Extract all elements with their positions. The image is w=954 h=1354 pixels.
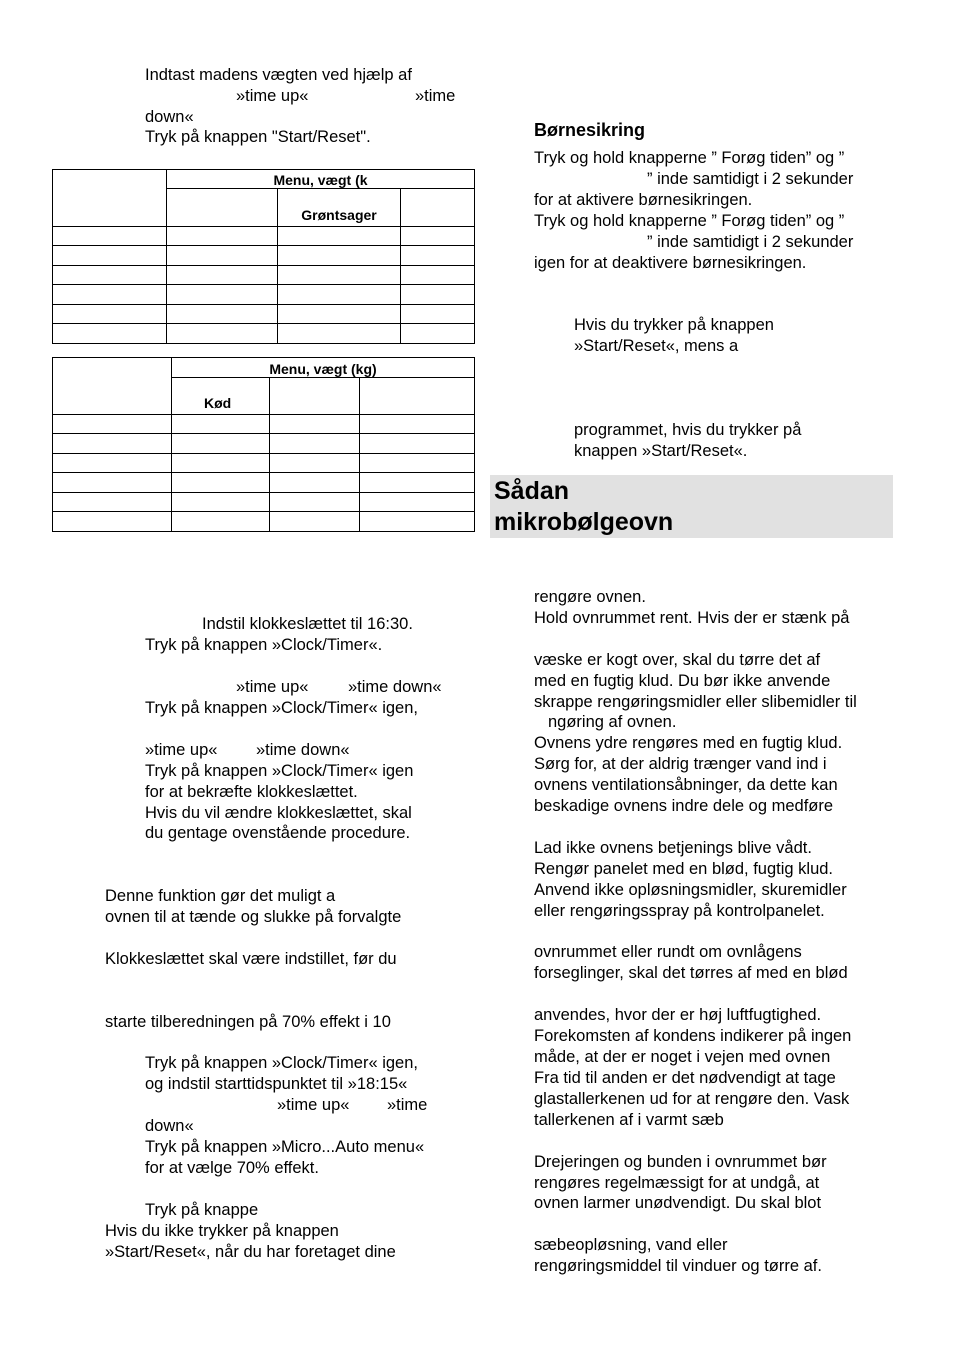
text-line: Tryk på knappen »Clock/Timer« igen,	[145, 1054, 418, 1072]
text-line: ” inde samtidigt i 2 sekunder	[647, 233, 854, 251]
table-row	[53, 473, 475, 493]
text-line: Tryk på knappen »Micro...Auto menu«	[145, 1138, 425, 1156]
text-line: Fra tid til anden er det nødvendigt at tage	[534, 1069, 836, 1087]
text-line: Sørg for, at der aldrig trænger vand ind i	[534, 755, 827, 773]
text-line: ” inde samtidigt i 2 sekunder	[647, 170, 854, 188]
text-line: ngøring af ovnen.	[548, 713, 677, 731]
table-cell	[270, 378, 360, 415]
table-row	[53, 512, 475, 532]
text-line: Tryk på knappen »Clock/Timer« igen,	[145, 699, 418, 717]
table-cell	[53, 170, 167, 227]
table-row	[53, 324, 475, 344]
text-line: Tryk på knappen »Clock/Timer« igen	[145, 762, 414, 780]
text-line: Rengør panelet med en blød, fugtig klud.	[534, 860, 834, 878]
table-cell	[360, 378, 475, 415]
text-line: væske er kogt over, skal du tørre det af	[534, 651, 821, 669]
text-line: du gentage ovenstående procedure.	[145, 824, 411, 842]
text-line: rengøre ovnen.	[534, 588, 646, 606]
table-row	[53, 454, 475, 473]
text-line: måde, at der er noget i vejen med ovnen	[534, 1048, 831, 1066]
text-line: Drejeringen og bunden i ovnrummet bør	[534, 1153, 827, 1171]
table-cell	[401, 189, 475, 227]
text-line: programmet, hvis du trykker på	[574, 421, 802, 439]
table-row	[53, 415, 475, 434]
text-line: Tryk på knappen »Clock/Timer«.	[145, 636, 383, 654]
text-line: Indtast madens vægten ved hjælp af	[145, 66, 412, 84]
text-line: starte tilberedningen på 70% effekt i 10	[105, 1013, 391, 1031]
table-row	[53, 434, 475, 454]
text-line: knappen »Start/Reset«.	[574, 442, 748, 460]
text-fragment: »time up«	[236, 87, 309, 105]
table-header: Menu, vægt (k	[167, 170, 475, 189]
text-fragment: »time	[415, 87, 456, 105]
text-line: Indstil klokkeslættet til 16:30.	[202, 615, 413, 633]
text-line: skrappe rengøringsmidler eller slibemidler til	[534, 693, 857, 711]
text-line: ovnen til at tænde og slukke på forvalgte	[105, 908, 402, 926]
table-row	[53, 266, 475, 285]
text-line: for at vælge 70% effekt.	[145, 1159, 319, 1177]
weight-table-vegetables	[52, 169, 475, 344]
table-subheader: Grøntsager	[278, 189, 401, 227]
text-fragment: »time up«	[277, 1096, 350, 1114]
table-header: Menu, vægt (kg)	[172, 358, 475, 378]
table-cell	[167, 189, 278, 227]
text-line: down«	[145, 1117, 194, 1135]
text-line: Klokkeslættet skal være indstillet, før du	[105, 950, 397, 968]
text-line: ovnen larmer unødvendigt. Du skal blot	[534, 1194, 822, 1212]
text-fragment: »time up«	[236, 678, 309, 696]
table-row	[53, 227, 475, 246]
section-heading: Børnesikring	[534, 120, 646, 140]
text-line: for at bekræfte klokkeslættet.	[145, 783, 358, 801]
table-row	[53, 246, 475, 266]
text-line: for at aktivere børnesikringen.	[534, 191, 753, 209]
text-line: igen for at deaktivere børnesikringen.	[534, 254, 807, 272]
text-fragment: »time down«	[256, 741, 350, 759]
text-line: glastallerkenen ud for at rengøre den. Vask	[534, 1090, 850, 1108]
text-fragment: »time	[387, 1096, 428, 1114]
banner-line: mikrobølgeovn	[494, 508, 674, 536]
text-line: down«	[145, 108, 194, 126]
table-subheader: Kød	[172, 378, 270, 415]
table-cell	[53, 358, 172, 415]
text-line: Hold ovnrummet rent. Hvis der er stænk på	[534, 609, 850, 627]
text-line: med en fugtig klud. Du bør ikke anvende	[534, 672, 831, 690]
text-line: tallerkenen af i varmt sæb	[534, 1111, 724, 1129]
text-line: ovnrummet eller rundt om ovnlågens	[534, 943, 802, 961]
text-line: Forekomsten af kondens indikerer på ingen	[534, 1027, 852, 1045]
table-row	[53, 305, 475, 324]
text-line: Hvis du trykker på knappen	[574, 316, 774, 334]
text-line: sæbeopløsning, vand eller	[534, 1236, 728, 1254]
text-line: Hvis du vil ændre klokkeslættet, skal	[145, 804, 412, 822]
text-line: »Start/Reset«, når du har foretaget dine	[105, 1243, 396, 1261]
text-line: Denne funktion gør det muligt a	[105, 887, 336, 905]
text-line: forseglinger, skal det tørres af med en blød	[534, 964, 848, 982]
text-line: beskadige ovnens indre dele og medføre	[534, 797, 834, 815]
text-line: »Start/Reset«, mens a	[574, 337, 739, 355]
table-row	[53, 493, 475, 512]
text-line: og indstil starttidspunktet til »18:15«	[145, 1075, 408, 1093]
table-row	[53, 285, 475, 305]
text-line: Tryk og hold knapperne ” Forøg tiden” og ”	[534, 149, 845, 167]
text-line: anvendes, hvor der er høj luftfugtighed.	[534, 1006, 822, 1024]
text-fragment: »time up«	[145, 741, 218, 759]
text-line: Tryk og hold knapperne ” Forøg tiden” og ”	[534, 212, 845, 230]
section-banner	[490, 475, 893, 538]
text-line: Ovnens ydre rengøres med en fugtig klud.	[534, 734, 843, 752]
text-line: ovnens ventilationsåbninger, da dette kan	[534, 776, 838, 794]
text-line: rengøringsmiddel til vinduer og tørre af.	[534, 1257, 822, 1275]
text-fragment: »time down«	[348, 678, 442, 696]
banner-line: Sådan	[494, 477, 570, 505]
text-line: Tryk på knappe	[145, 1201, 259, 1219]
text-line: rengøres regelmæssigt for at undgå, at	[534, 1174, 820, 1192]
text-line: Lad ikke ovnens betjenings blive vådt.	[534, 839, 812, 857]
text-line: Anvend ikke opløsningsmidler, skuremidler	[534, 881, 847, 899]
weight-table-meat	[52, 357, 475, 532]
text-line: Tryk på knappen "Start/Reset".	[145, 128, 371, 146]
text-line: eller rengøringsspray på kontrolpanelet.	[534, 902, 825, 920]
text-line: Hvis du ikke trykker på knappen	[105, 1222, 339, 1240]
